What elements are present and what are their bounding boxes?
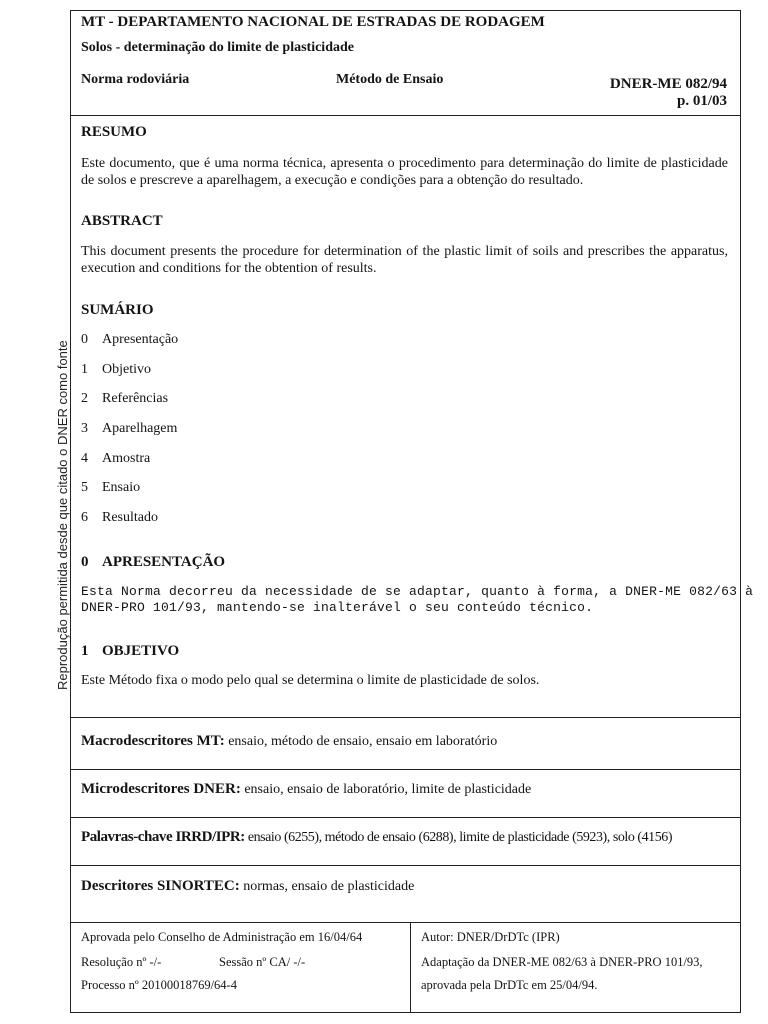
norm-type: Norma rodoviária <box>81 72 190 87</box>
descriptor-label: Macrodescritores MT: <box>81 733 225 749</box>
sumario-item-label: Resultado <box>102 510 158 525</box>
apresentacao-number: 0 <box>81 554 89 570</box>
descriptor-divider-3 <box>70 865 741 866</box>
descriptor-divider-1 <box>70 769 741 770</box>
adaptation-note: Adaptação da DNER-ME 082/63 à DNER-PRO 101/93, <box>421 955 703 969</box>
processo-number: Processo nº 20100018769/64-4 <box>81 978 237 992</box>
sumario-item-number: 1 <box>81 362 88 377</box>
sumario-item-number: 6 <box>81 510 88 525</box>
sumario-item-label: Aparelhagem <box>102 421 178 436</box>
objetivo-number: 1 <box>81 643 89 659</box>
sumario-item-number: 4 <box>81 451 88 466</box>
resolucao-number: Resolução nº -/- <box>81 955 162 969</box>
descriptor-label: Microdescritores DNER: <box>81 781 241 797</box>
approval-note: aprovada pela DrDTc em 25/04/94. <box>421 978 598 992</box>
resumo-text: Este documento, que é uma norma técnica, apresenta o procedimento para determinação do limite de plasticidade de solos e prescreve a aparelhagem, a execução e condições para a obtenção do resultado. <box>81 156 728 188</box>
sumario-item-label: Referências <box>102 391 169 406</box>
header-divider <box>70 115 741 116</box>
sumario-item-number: 5 <box>81 480 88 495</box>
sumario-item-label: Ensaio <box>102 480 141 495</box>
descriptor-value: ensaio (6255), método de ensaio (6288), limite de plasticidade (5923), solo (4156) <box>247 830 673 845</box>
resumo-heading: RESUMO <box>81 124 147 140</box>
document-code: DNER-ME 082/94 <box>609 76 727 92</box>
descriptor-sinortec <box>81 878 414 895</box>
footer-divider <box>70 922 741 923</box>
abstract-heading: ABSTRACT <box>81 213 163 229</box>
agency-title: MT - DEPARTAMENTO NACIONAL DE ESTRADAS DE RODAGEM <box>81 14 545 30</box>
descriptor-value: ensaio, ensaio de laboratório, limite de plasticidade <box>244 782 532 797</box>
reproduction-notice: Reprodução permitida desde que citado o DNER como fonte <box>55 340 70 690</box>
method-type: Método de Ensaio <box>336 72 444 87</box>
descriptor-micro <box>81 781 531 798</box>
descriptor-label: Palavras-chave IRRD/IPR: <box>81 829 245 845</box>
sumario-item-number: 3 <box>81 421 88 436</box>
abstract-text: This document presents the procedure for determination of the plastic limit of soils and prescribes the apparatus, execution and conditions for the obtention of results. <box>81 244 728 276</box>
objetivo-text: Este Método fixa o modo pelo qual se determina o limite de plasticidade de solos. <box>81 673 540 688</box>
document-subject: Solos - determinação do limite de plasticidade <box>81 40 354 55</box>
descriptor-value: ensaio, método de ensaio, ensaio em laboratório <box>228 734 498 749</box>
descriptor-value: normas, ensaio de plasticidade <box>243 879 415 894</box>
sumario-item-label: Amostra <box>102 451 151 466</box>
sumario-item-number: 0 <box>81 332 88 347</box>
sumario-item-label: Objetivo <box>102 362 151 377</box>
sumario-heading: SUMÁRIO <box>81 302 154 318</box>
sumario-item-number: 2 <box>81 391 88 406</box>
descriptor-divider-2 <box>70 817 741 818</box>
author: Autor: DNER/DrDTc (IPR) <box>421 930 560 944</box>
apresentacao-text-line-2: DNER-PRO 101/93, mantendo-se inalterável o seu conteúdo técnico. <box>81 600 594 615</box>
descriptor-keywords <box>81 829 672 846</box>
page-number: p. 01/03 <box>676 93 727 109</box>
sumario-item-label: Apresentação <box>102 332 179 347</box>
apresentacao-text-line-1: Esta Norma decorreu da necessidade de se adaptar, quanto à forma, a DNER-ME 082/63 à <box>81 584 754 599</box>
footer-column-divider <box>410 922 411 1013</box>
sessao-number: Sessão nº CA/ -/- <box>219 955 306 969</box>
descriptors-top-divider <box>70 717 741 718</box>
descriptor-macro <box>81 733 497 750</box>
objetivo-heading: OBJETIVO <box>102 643 180 659</box>
apresentacao-heading: APRESENTAÇÃO <box>102 554 226 570</box>
approval-date: Aprovada pelo Conselho de Administração em 16/04/64 <box>81 930 363 944</box>
descriptor-label: Descritores SINORTEC: <box>81 878 240 894</box>
